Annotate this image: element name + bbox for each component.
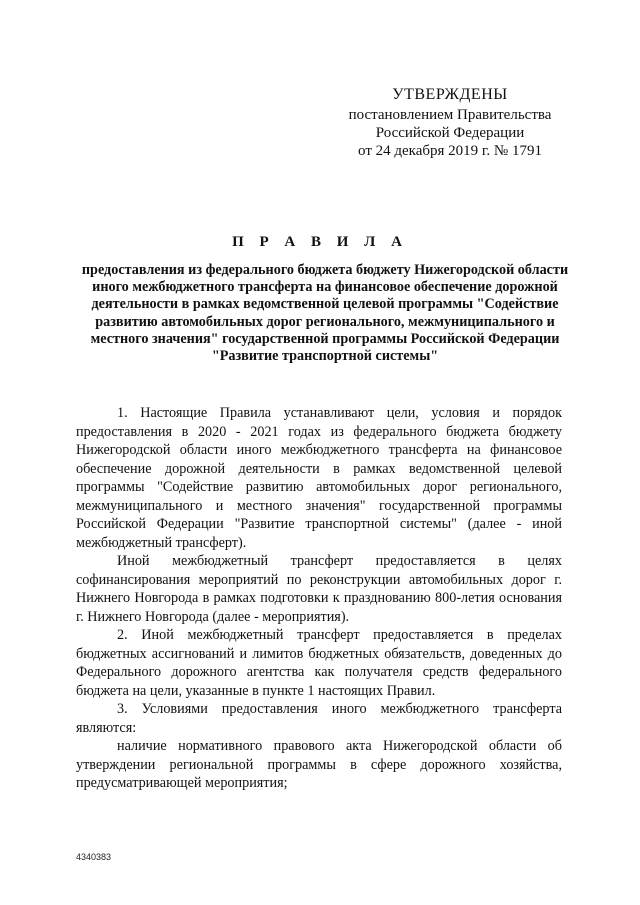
approval-title: УТВЕРЖДЕНЫ <box>392 86 508 103</box>
rules-subtitle: предоставления из федерального бюджета бюджету Нижегородской области иного межбюджетного трансферта на финансовое обеспечение дорожной деятельности в рамках ведомственной целевой программы "Содействие развитию автомобильных дорог регионального, межмуниципального и местного значения" государственной программы Российской Федерации "Развитие транспортной системы" <box>81 262 569 365</box>
approval-line-3: от 24 декабря 2019 г. № 1791 <box>358 143 542 159</box>
paragraph-3: 2. Иной межбюджетный трансферт предоставляется в пределах бюджетных ассигнований и лимитов бюджетных обязательств, доведенных до Федерального дорожного агентства как получателя средств федерального бюджета на цели, указанные в пункте 1 настоящих Правил. <box>76 627 562 699</box>
approval-line-2: Российской Федерации <box>375 125 525 141</box>
approval-line-1: постановлением Правительства <box>348 107 552 123</box>
document-code: 4340383 <box>76 852 112 862</box>
paragraph-5: наличие нормативного правового акта Нижегородской области об утверждении региональной программы в сфере дорожного хозяйства, предусматривающей мероприятия; <box>76 738 562 791</box>
paragraph-2: Иной межбюджетный трансферт предоставляется в целях софинансирования мероприятий по реконструкции автомобильных дорог г. Нижнего Новгорода в рамках подготовки к празднованию 800-летия основания г. Нижнего Новгорода (далее - мероприятия). <box>76 553 562 625</box>
paragraph-4: 3. Условиями предоставления иного межбюджетного трансферта являются: <box>76 701 562 736</box>
paragraph-1: 1. Настоящие Правила устанавливают цели, условия и порядок предоставления в 2020 - 2021 годах из федерального бюджета бюджету Нижегородской области иного межбюджетного трансферта на финансовое обеспечение дорожной деятельности в рамках ведомственной целевой программы "Содействие развитию автомобильных дорог регионального, межмуниципального и местного значения" государственной программы Российской Федерации "Развитие транспортной системы" (далее - иной межбюджетный трансферт). <box>76 405 562 551</box>
rules-title: П Р А В И Л А <box>232 234 408 250</box>
approval-stamp <box>330 86 570 160</box>
body-text <box>76 404 562 793</box>
